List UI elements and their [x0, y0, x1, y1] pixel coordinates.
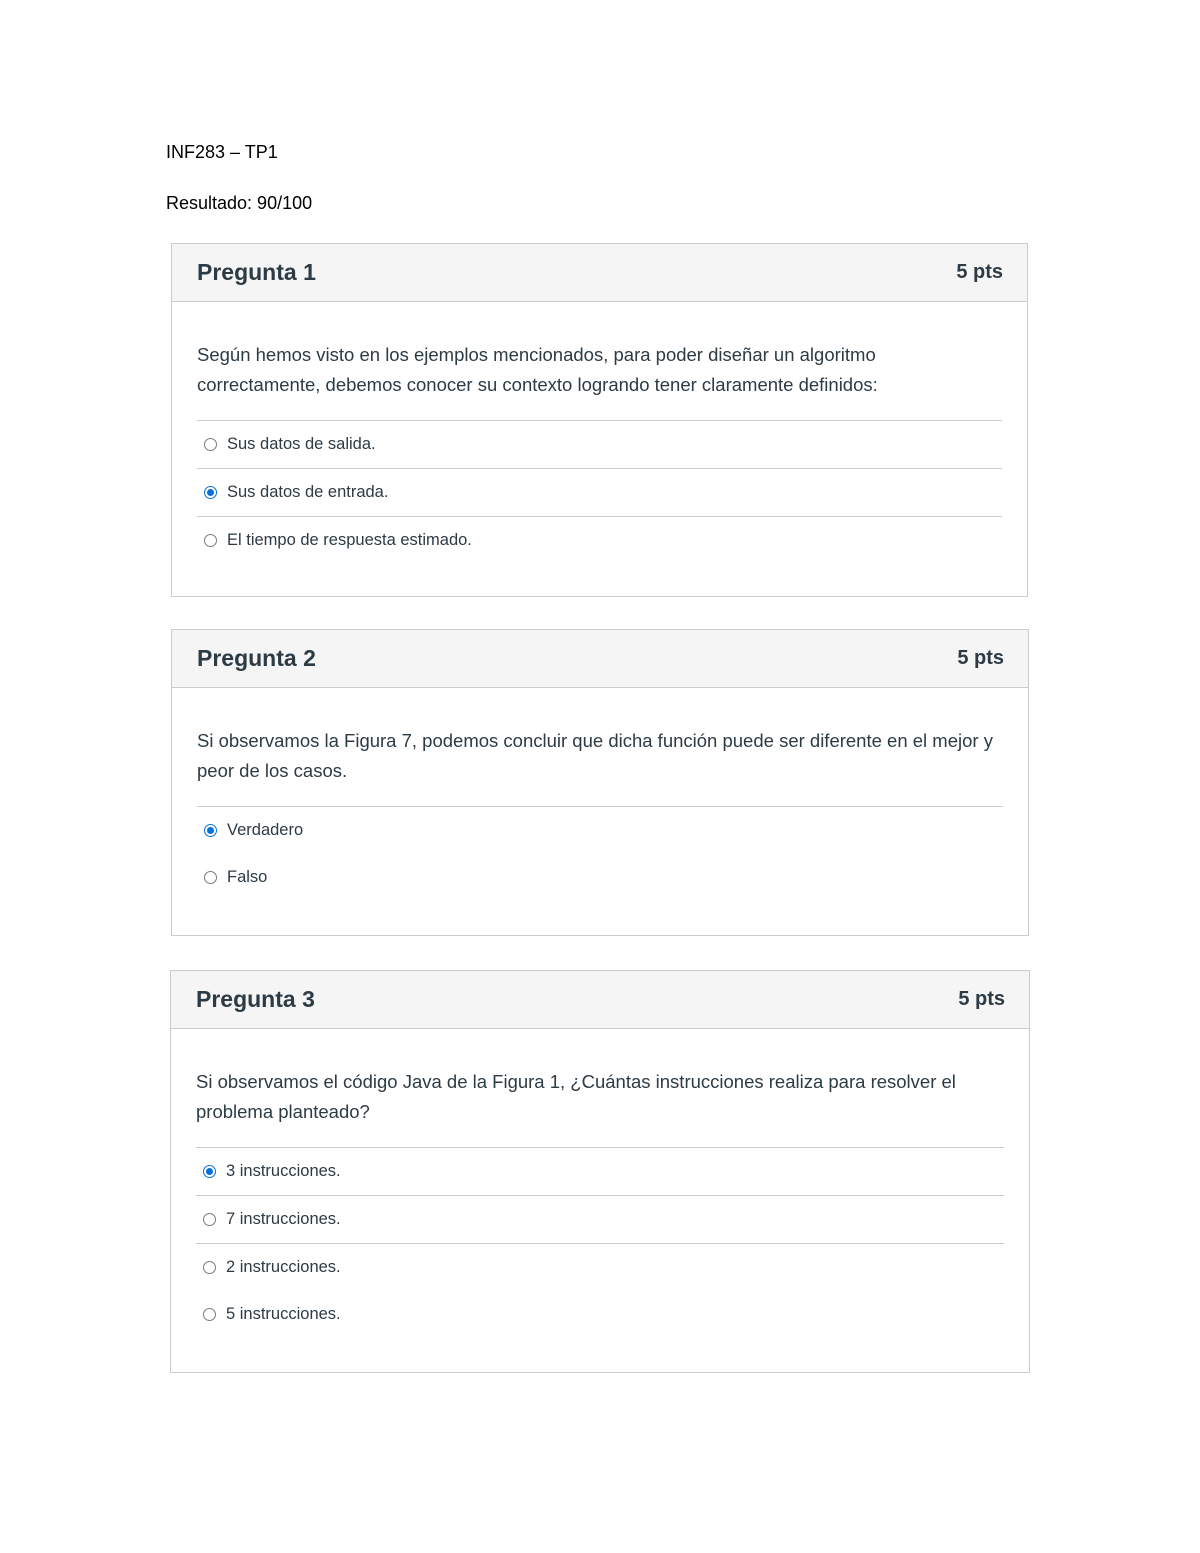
- question-header: [172, 630, 1028, 688]
- document-title: INF283 – TP1: [166, 142, 278, 162]
- radio-button[interactable]: [203, 1261, 216, 1274]
- answer-option[interactable]: [196, 1148, 1004, 1196]
- question-points: 5 pts: [956, 261, 1003, 283]
- question-text: Si observamos el código Java de la Figura 1, ¿Cuántas instrucciones realiza para resolver el problema planteado?: [196, 1067, 1004, 1148]
- answer-label: 7 instrucciones.: [226, 1210, 341, 1228]
- question-title: Pregunta 1: [197, 259, 316, 285]
- radio-button[interactable]: [203, 1165, 216, 1178]
- answer-option[interactable]: [196, 1291, 1004, 1338]
- answer-label: El tiempo de respuesta estimado.: [227, 531, 472, 549]
- radio-button[interactable]: [204, 824, 217, 837]
- question-header: [171, 971, 1029, 1029]
- question-card-1: [171, 243, 1028, 597]
- answer-label: 3 instrucciones.: [226, 1162, 341, 1180]
- answer-list: [197, 807, 1003, 901]
- question-header: [172, 244, 1027, 302]
- answer-option[interactable]: [197, 421, 1002, 469]
- radio-button[interactable]: [204, 438, 217, 451]
- result-score: Resultado: 90/100: [166, 193, 313, 213]
- question-card-3: [170, 970, 1030, 1373]
- question-title: Pregunta 3: [196, 986, 315, 1012]
- answer-option[interactable]: [197, 807, 1003, 854]
- question-title: Pregunta 2: [197, 645, 316, 671]
- answer-option[interactable]: [197, 854, 1003, 901]
- question-text: Si observamos la Figura 7, podemos concluir que dicha función puede ser diferente en el mejor y peor de los casos.: [197, 726, 1003, 807]
- radio-button[interactable]: [203, 1213, 216, 1226]
- answer-label: Sus datos de entrada.: [227, 483, 389, 501]
- answer-label: 2 instrucciones.: [226, 1258, 341, 1276]
- radio-button[interactable]: [204, 534, 217, 547]
- radio-button[interactable]: [203, 1308, 216, 1321]
- answer-option[interactable]: [196, 1196, 1004, 1244]
- radio-button[interactable]: [204, 871, 217, 884]
- answer-label: 5 instrucciones.: [226, 1305, 341, 1323]
- answer-option[interactable]: [196, 1244, 1004, 1291]
- question-points: 5 pts: [958, 988, 1005, 1010]
- answer-list: [196, 1148, 1004, 1338]
- answer-label: Falso: [227, 868, 268, 886]
- question-card-2: [171, 629, 1029, 936]
- question-text: Según hemos visto en los ejemplos mencionados, para poder diseñar un algoritmo correctamente, debemos conocer su contexto logrando tener claramente definidos:: [197, 340, 1002, 421]
- radio-button[interactable]: [204, 486, 217, 499]
- answer-label: Sus datos de salida.: [227, 435, 376, 453]
- answer-label: Verdadero: [227, 821, 304, 839]
- answer-option[interactable]: [197, 517, 1002, 564]
- question-points: 5 pts: [957, 647, 1004, 669]
- answer-list: [197, 421, 1002, 564]
- answer-option[interactable]: [197, 469, 1002, 517]
